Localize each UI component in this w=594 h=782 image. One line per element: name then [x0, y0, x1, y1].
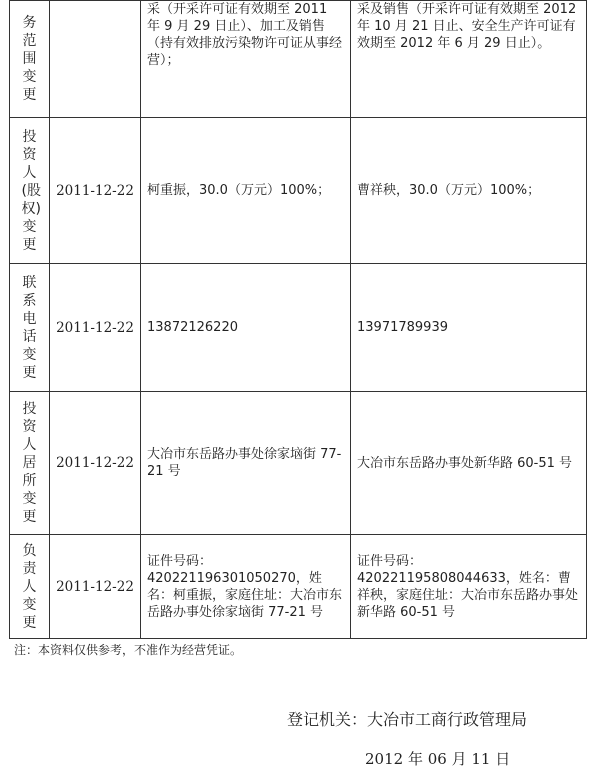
change-date-cell: 2011-12-22: [50, 264, 141, 392]
registration-authority: 登记机关：大冶市工商行政管理局: [287, 710, 528, 729]
content-before-cell: 柯重振，30.0（万元）100%；: [141, 118, 351, 264]
change-item-label: 负责人变更: [22, 542, 37, 631]
change-record-table: [9, 0, 587, 639]
content-before-cell: 采（开采许可证有效期至 2011 年 9 月 29 日止）、加工及销售（持有效排放污染物许可证从事经营）；: [141, 1, 351, 118]
table-row: [10, 118, 587, 264]
table-row: [10, 1, 587, 118]
content-after-cell: 13971789939: [351, 264, 587, 392]
issue-date: 2012 年 06 月 11 日: [365, 750, 511, 768]
content-before-cell: 大冶市东岳路办事处徐家垴街 77-21 号: [141, 392, 351, 535]
change-item-cell: [10, 264, 50, 392]
change-item-label: 投资人居所变更: [22, 401, 37, 525]
content-after-cell: 证件号码：420221195808044633，姓名：曹祥秧，家庭住址：大冶市东岳路办事处新华路 60-51 号: [351, 535, 587, 639]
change-item-label: 务范围变更: [22, 15, 37, 103]
change-date-cell: 2011-12-22: [50, 392, 141, 535]
content-after-cell: 大冶市东岳路办事处新华路 60-51 号: [351, 392, 587, 535]
change-item-cell: [10, 118, 50, 264]
content-after-cell: 采及销售（开采许可证有效期至 2012 年 10 月 21 日止、安全生产许可证有效期至 2012 年 6 月 29 日止）。: [351, 1, 587, 118]
change-date-cell: [50, 1, 141, 118]
change-item-cell: [10, 392, 50, 535]
content-after-cell: 曹祥秧，30.0（万元）100%；: [351, 118, 587, 264]
change-date-cell: 2011-12-22: [50, 535, 141, 639]
change-item-cell: [10, 1, 50, 118]
change-item-label: 投资人(股权)变更: [21, 128, 41, 253]
change-item-cell: [10, 535, 50, 639]
content-before-cell: 证件号码：420221196301050270，姓名：柯重振，家庭住址：大冶市东岳路办事处徐家垴街 77-21 号: [141, 535, 351, 639]
disclaimer-note: 注：本资料仅供参考，不准作为经营凭证。: [14, 643, 243, 657]
change-item-label: 联系电话变更: [22, 274, 37, 381]
table-row: [10, 535, 587, 639]
table-row: [10, 392, 587, 535]
table-row: [10, 264, 587, 392]
content-before-cell: 13872126220: [141, 264, 351, 392]
change-date-cell: 2011-12-22: [50, 118, 141, 264]
